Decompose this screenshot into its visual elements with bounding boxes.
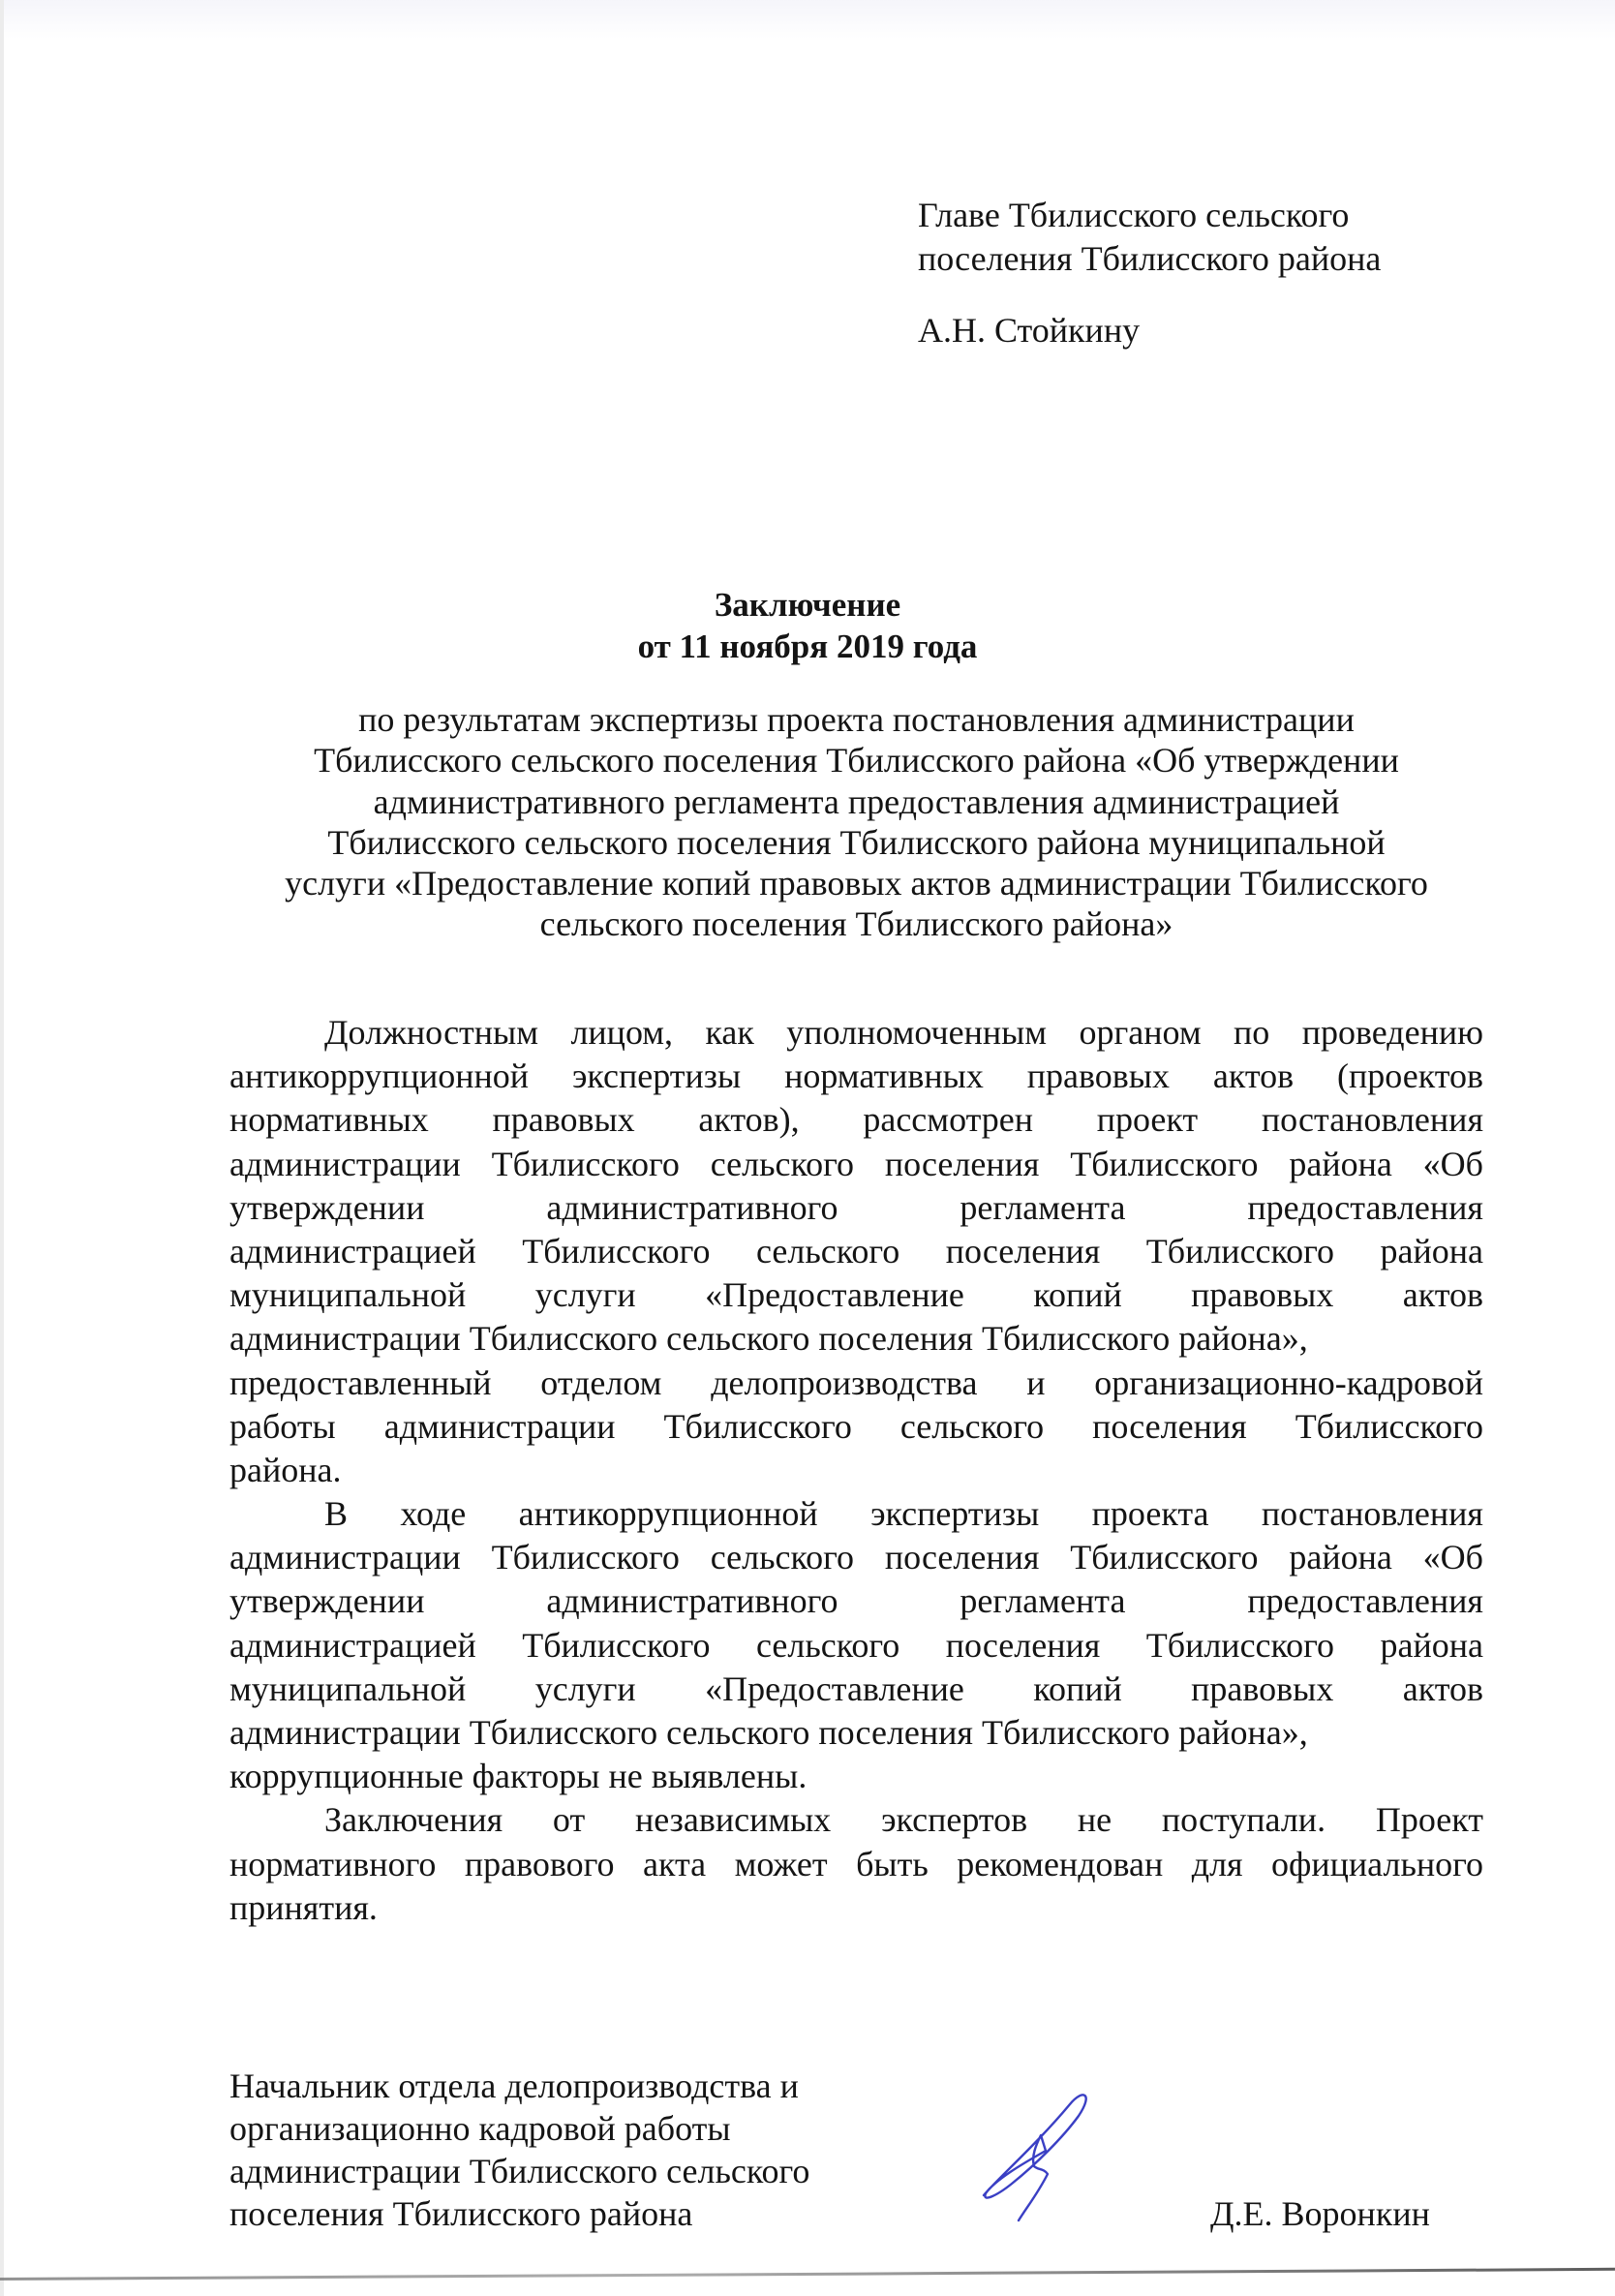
addressee-line: поселения Тбилисского района (918, 239, 1382, 278)
signatory-title-line: организационно кадровой работы (229, 2109, 731, 2148)
body-paragraph (229, 1798, 1483, 1930)
body-line: района. (229, 1450, 342, 1489)
subject-line: услуги «Предоставление копий правовых актов администрации Тбилисского (285, 864, 1428, 903)
body-line: Должностным лицом, как уполномоченным органом по проведению (324, 1013, 1483, 1052)
scan-edge-bottom (0, 2268, 1615, 2281)
body-line: муниципальной услуги «Предоставление копий правовых актов (229, 1275, 1483, 1315)
handwritten-signature (978, 2087, 1109, 2232)
signatory-title-line: поселения Тбилисского района (229, 2194, 693, 2233)
subject-block (229, 699, 1483, 945)
body-line: утверждении административного регламента предоставления (229, 1187, 1483, 1227)
body-line: администрацией Тбилисского сельского поселения Тбилисского района (229, 1625, 1483, 1665)
scan-artifact-top (0, 0, 1615, 39)
addressee-line: Главе Тбилисского сельского (918, 196, 1350, 234)
signatory-name: Д.Е. Воронкин (1210, 2194, 1430, 2233)
body-line: администрации Тбилисского сельского поселения Тбилисского района «Об (229, 1144, 1483, 1183)
body-line: предоставленный отделом делопроизводства и организационно-кадровой (229, 1362, 1483, 1402)
subject-line: Тбилисского сельского поселения Тбилисского района муниципальной (327, 822, 1386, 862)
body-line: администрации Тбилисского сельского поселения Тбилисского района», (229, 1713, 1308, 1752)
body-line: работы администрации Тбилисского сельского поселения Тбилисского (229, 1406, 1483, 1446)
body-line: Заключения от независимых экспертов не поступали. Проект (324, 1800, 1483, 1840)
subject-line: административного регламента предоставления администрацией (373, 781, 1340, 821)
body-line: антикоррупционной экспертизы нормативных правовых актов (проектов (229, 1056, 1483, 1096)
body-line: администрации Тбилисского сельского поселения Тбилисского района», (229, 1319, 1308, 1359)
body-line: нормативных правовых актов), рассмотрен проект постановления (229, 1100, 1483, 1140)
scan-edge-left (0, 0, 4, 2296)
title-date: от 11 ноября 2019 года (637, 628, 978, 665)
signatory-title (229, 2065, 809, 2235)
body-text (229, 1011, 1483, 1930)
signatory-title-line: Начальник отдела делопроизводства и (229, 2066, 799, 2105)
subject-line: сельского поселения Тбилисского района» (539, 904, 1173, 944)
subject-line: Тбилисского сельского поселения Тбилисского района «Об утверждении (314, 741, 1399, 781)
body-line: муниципальной услуги «Предоставление копий правовых актов (229, 1668, 1483, 1708)
body-line: нормативного правового акта может быть рекомендован для официального (229, 1844, 1483, 1883)
document-title (0, 584, 1615, 667)
body-line: принятия. (229, 1887, 378, 1927)
body-paragraph (229, 1492, 1483, 1798)
body-line: администрации Тбилисского сельского поселения Тбилисского района «Об (229, 1538, 1483, 1577)
body-line: коррупционные факторы не выявлены. (229, 1757, 808, 1796)
addressee-block (918, 194, 1381, 352)
signature-stroke (984, 2095, 1086, 2220)
body-line: В ходе антикоррупционной экспертизы проекта постановления (324, 1494, 1483, 1534)
body-line: администрацией Тбилисского сельского поселения Тбилисского района (229, 1231, 1483, 1270)
signatory-title-line: администрации Тбилисского сельского (229, 2152, 810, 2190)
title-heading: Заключение (714, 586, 901, 624)
body-line: утверждении административного регламента предоставления (229, 1581, 1483, 1621)
addressee-name: А.Н. Стойкину (918, 311, 1141, 350)
body-paragraph (229, 1011, 1483, 1492)
subject-line: по результатам экспертизы проекта постановления администрации (358, 700, 1355, 739)
